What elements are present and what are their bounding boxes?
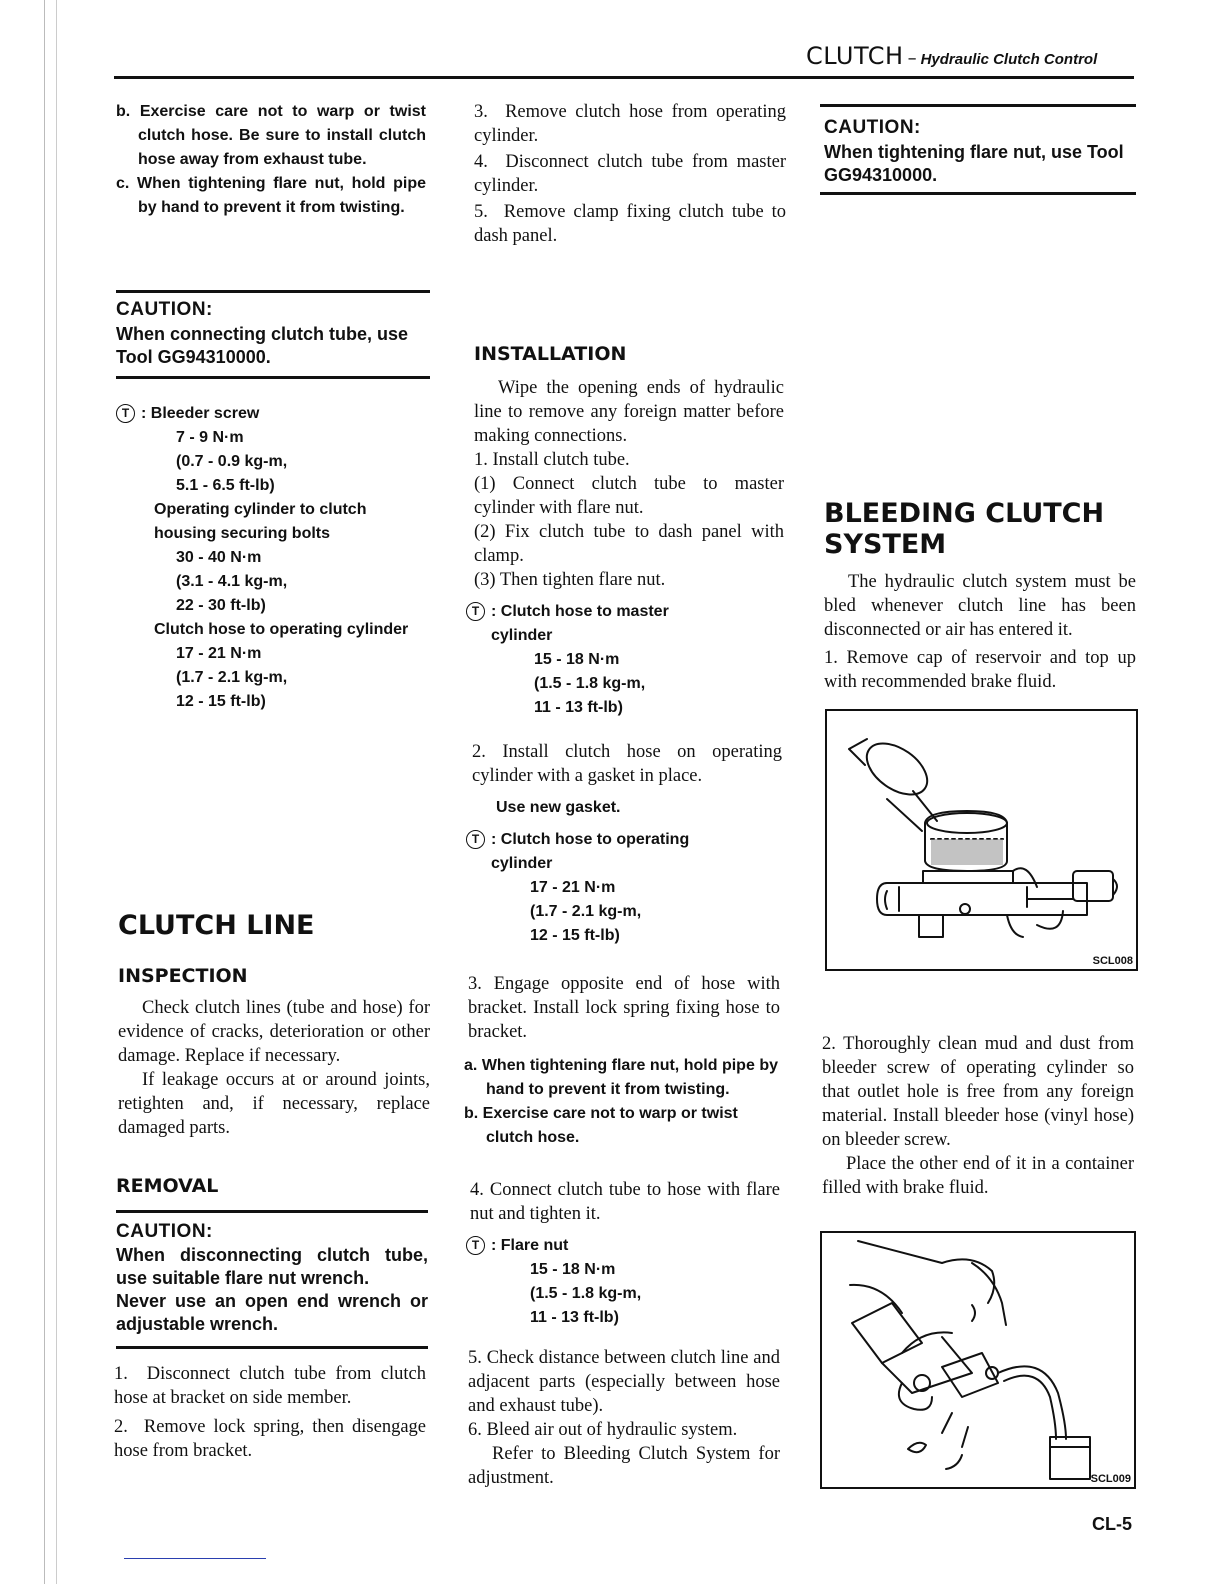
bleed-p2: Place the other end of it in a container filled with brake fluid. <box>822 1154 1134 1198</box>
install-ref: Refer to Bleeding Clutch System for adjustment. <box>468 1444 780 1488</box>
binding-edge-line-2 <box>56 0 57 1584</box>
caution3-bottom-rule <box>820 192 1136 195</box>
header-dash: – <box>907 48 917 69</box>
figure-bleeder-hose <box>820 1231 1136 1489</box>
torque-value: 7 - 9 N·m <box>176 429 244 446</box>
caution2-title: CAUTION: <box>116 1221 213 1242</box>
torque-value: (1.5 - 1.8 kg-m, <box>534 675 646 692</box>
removal-step-2: 2. Remove lock spring, then disengage hose from bracket. <box>114 1417 427 1461</box>
inspection-p1: Check clutch lines (tube and hose) for evidence of cracks, deterioration or other damage. Replace if necessary. <box>118 998 430 1066</box>
install-step-4: 4. Connect clutch tube to hose with flare nut and tighten it. <box>470 1180 780 1224</box>
col2-removal-steps <box>474 100 786 248</box>
torque-flare-block <box>466 1234 776 1330</box>
torque-operating-label: T : Clutch hose to operating cylinder <box>466 828 776 876</box>
removal-step-5: 5. Remove clamp fixing clutch tube to dash panel. <box>474 202 787 246</box>
removal-step-3: 3. Remove clutch hose from operating cylinder. <box>474 102 787 146</box>
torque-value: 30 - 40 N·m <box>176 549 262 566</box>
torque-value: (1.7 - 2.1 kg-m, <box>530 903 642 920</box>
note-b: b. Exercise care not to warp or twist clutch hose. Be sure to install clutch hose away from exhaust tube. <box>116 103 426 168</box>
figure-master-cylinder <box>825 709 1138 971</box>
torque-value: (1.5 - 1.8 kg-m, <box>530 1285 642 1302</box>
torque-value: 15 - 18 N·m <box>534 651 620 668</box>
note-a: a. When tightening flare nut, hold pipe by hand to prevent it from twisting. <box>464 1057 778 1098</box>
install-step-5: 5. Check distance between clutch line and adjacent parts (especially between hose and exhaust tube). <box>468 1348 780 1416</box>
figure1-label: SCL008 <box>1092 955 1133 967</box>
install-steps-5-6 <box>468 1346 780 1490</box>
bleed-step-2-block <box>822 1032 1134 1200</box>
install-step-4-block <box>470 1178 780 1226</box>
removal-heading: REMOVAL <box>116 1175 219 1197</box>
torque-value: 22 - 30 ft-lb) <box>176 597 266 614</box>
bleed-step-1: 1. Remove cap of reservoir and top up with recommended brake fluid. <box>824 648 1136 692</box>
inspection-p2: If leakage occurs at or around joints, retighten and, if necessary, replace damaged parts. <box>118 1070 430 1138</box>
torque-bleeder-label: T : Bleeder screw <box>116 402 430 426</box>
caution1-box <box>116 298 430 369</box>
figure2-label: SCL009 <box>1090 1473 1131 1485</box>
torque-operating-cylinder-label: Operating cylinder to clutch housing securing bolts <box>154 501 367 542</box>
torque-icon: T <box>466 602 485 621</box>
torque-value: 12 - 15 ft-lb) <box>530 927 620 944</box>
torque-value: (3.1 - 4.1 kg-m, <box>176 573 288 590</box>
install-intro: Wipe the opening ends of hydraulic line to remove any foreign matter before making connections. <box>474 378 784 446</box>
caution1-text: When connecting clutch tube, use Tool GG94310000. <box>116 324 409 367</box>
bleeding-body <box>824 570 1136 694</box>
note-b: b. Exercise care not to warp or twist clutch hose. <box>464 1105 738 1146</box>
install-step-6: 6. Bleed air out of hydraulic system. <box>468 1420 738 1440</box>
caution3-top-rule <box>820 104 1136 107</box>
header-section: CLUTCH <box>806 42 904 70</box>
torque-value: 17 - 21 N·m <box>176 645 262 662</box>
torque-flare-label: T : Flare nut <box>466 1234 776 1258</box>
torque-value: 17 - 21 N·m <box>530 879 616 896</box>
col2-notes <box>464 1054 778 1150</box>
installation-heading: INSTALLATION <box>474 343 627 365</box>
gasket-note: Use new gasket. <box>496 799 621 816</box>
torque-icon: T <box>466 830 485 849</box>
torque-icon: T <box>116 404 135 423</box>
caution1-bottom-rule <box>116 376 430 379</box>
header-rule <box>114 76 1134 79</box>
caution3-box <box>824 116 1136 187</box>
clutch-line-heading: CLUTCH LINE <box>118 910 315 941</box>
caution2-box <box>116 1220 428 1336</box>
caution1-top-rule <box>116 290 430 293</box>
install-sub-3: (3) Then tighten flare nut. <box>474 570 666 590</box>
install-sub-2: (2) Fix clutch tube to dash panel with clamp. <box>474 522 784 566</box>
torque-value: 5.1 - 6.5 ft-lb) <box>176 477 275 494</box>
caution3-text: When tightening flare nut, use Tool GG94310000. <box>824 142 1124 185</box>
bleeder-hose-illustration <box>822 1233 1134 1487</box>
caution2-bottom-rule <box>116 1346 428 1349</box>
caution2-line2: Never use an open end wrench or adjustable wrench. <box>116 1291 428 1334</box>
bottom-link-underline <box>124 1558 266 1559</box>
bleeding-intro: The hydraulic clutch system must be bled whenever clutch line has been disconnected or air has entered it. <box>824 572 1136 640</box>
torque-value: 11 - 13 ft-lb) <box>534 699 623 716</box>
page-number: CL-5 <box>1092 1514 1132 1534</box>
torque-operating-block <box>466 828 776 948</box>
col1-notes <box>116 100 426 220</box>
caution3-title: CAUTION: <box>824 117 921 138</box>
torque-clutch-hose-label: Clutch hose to operating cylinder <box>154 621 409 638</box>
install-step-2: 2. Install clutch hose on operating cylinder with a gasket in place. <box>472 742 782 786</box>
col1-torque-block <box>116 402 430 714</box>
install-sub-1: (1) Connect clutch tube to master cylinder with flare nut. <box>474 474 784 518</box>
binding-edge-line <box>44 0 45 1584</box>
removal-steps <box>114 1362 426 1463</box>
bleeding-heading: BLEEDING CLUTCH SYSTEM <box>824 498 1105 560</box>
inspection-text <box>118 996 430 1140</box>
caution1-title: CAUTION: <box>116 299 213 320</box>
torque-value: 11 - 13 ft-lb) <box>530 1309 619 1326</box>
removal-step-1: 1. Disconnect clutch tube from clutch hose at bracket on side member. <box>114 1364 426 1408</box>
torque-value: (1.7 - 2.1 kg-m, <box>176 669 288 686</box>
header-subtitle: Hydraulic Clutch Control <box>920 51 1098 68</box>
master-cylinder-illustration <box>827 711 1136 969</box>
torque-value: 15 - 18 N·m <box>530 1261 616 1278</box>
torque-master-block <box>466 600 776 720</box>
install-step-3-block <box>468 972 780 1044</box>
install-step-1: 1. Install clutch tube. <box>474 450 630 470</box>
removal-step-4: 4. Disconnect clutch tube from master cylinder. <box>474 152 786 196</box>
caution2-line1: When disconnecting clutch tube, use suitable flare nut wrench. <box>116 1245 428 1288</box>
torque-value: (0.7 - 0.9 kg-m, <box>176 453 288 470</box>
note-c: c. When tightening flare nut, hold pipe by hand to prevent it from twisting. <box>116 175 426 216</box>
torque-icon: T <box>466 1236 485 1255</box>
torque-value: 12 - 15 ft-lb) <box>176 693 266 710</box>
install-step-2-block <box>472 740 782 820</box>
page-header <box>806 42 1136 70</box>
torque-master-label: T : Clutch hose to master cylinder <box>466 600 776 648</box>
inspection-heading: INSPECTION <box>118 965 248 987</box>
installation-body <box>474 376 784 592</box>
bleed-step-2: 2. Thoroughly clean mud and dust from bleeder screw of operating cylinder so that outlet hole is free from any foreign material. Install bleeder hose (vinyl hose) on bleeder screw. <box>822 1034 1134 1150</box>
caution2-top-rule <box>116 1210 428 1213</box>
install-step-3: 3. Engage opposite end of hose with bracket. Install lock spring fixing hose to bracket. <box>468 974 780 1042</box>
